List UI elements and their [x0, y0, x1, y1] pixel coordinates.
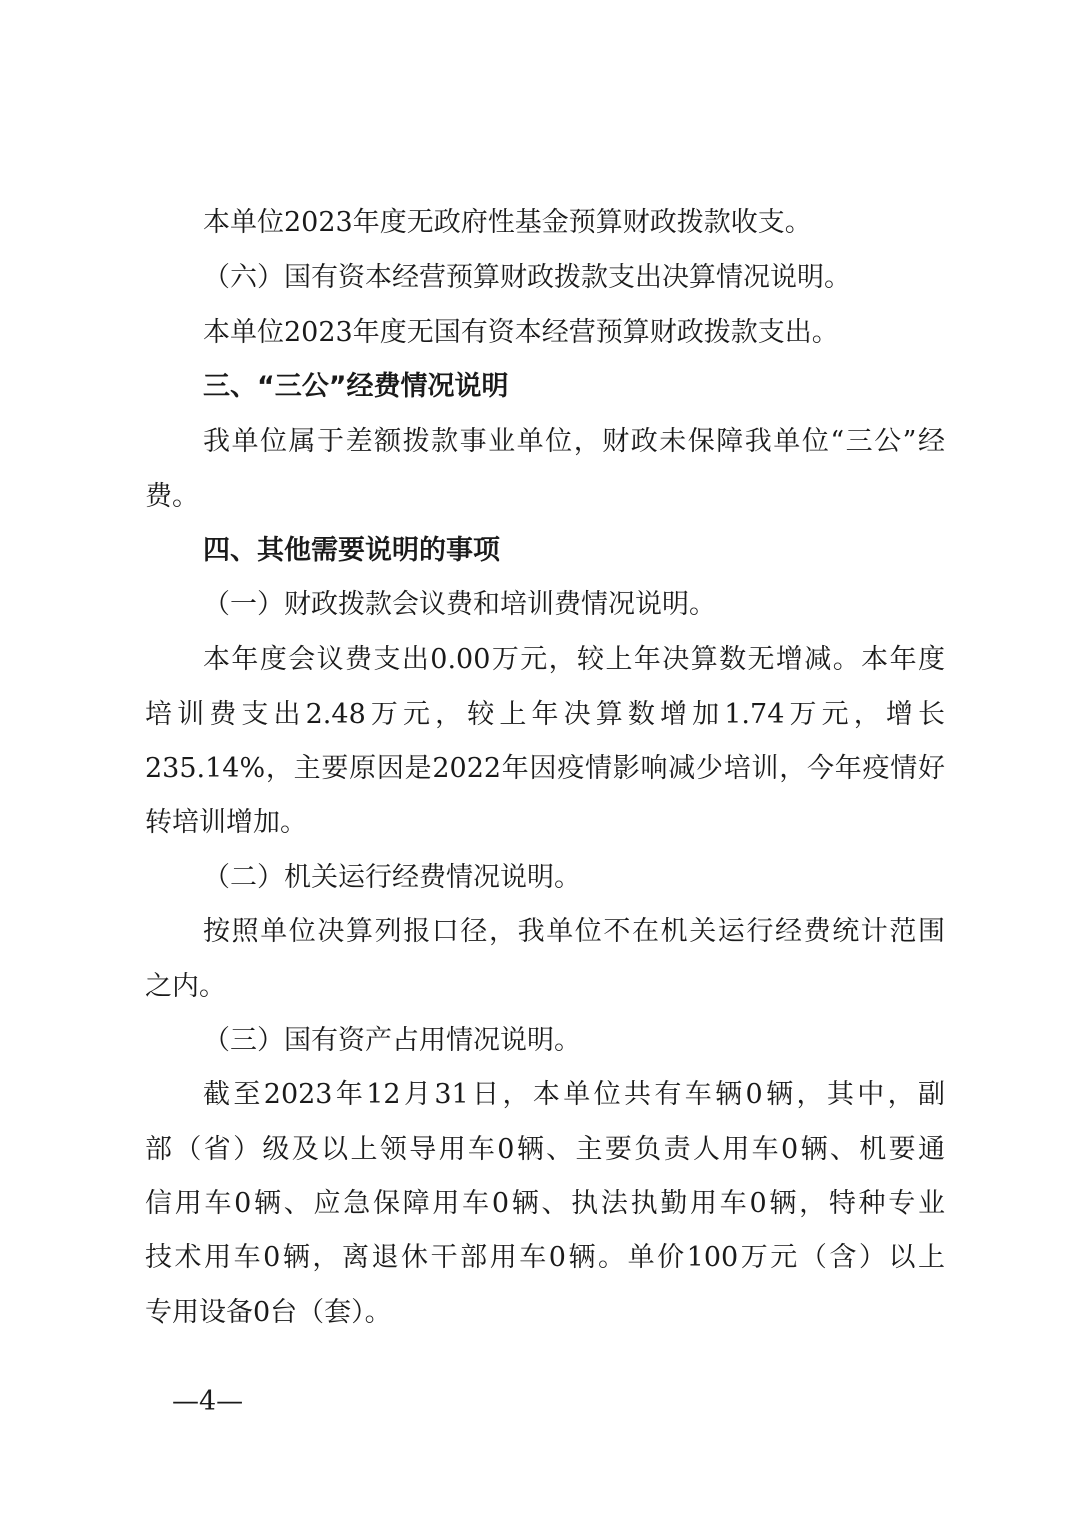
paragraph-line: 转培训增加。 — [145, 807, 307, 838]
paragraph-line: 技术用车0辆，离退休干部用车0辆。单价100万元（含）以上 — [145, 1242, 945, 1273]
paragraph-line: 本单位2023年度无政府性基金预算财政拨款收支。 — [203, 207, 812, 238]
paragraph-line: 专用设备0台（套）。 — [145, 1297, 392, 1328]
paragraph-line: 费。 — [145, 481, 199, 512]
paragraph-line: 培训费支出2.48万元，较上年决算数增加1.74万元，增长 — [145, 699, 945, 730]
subsection-heading: （六）国有资本经营预算财政拨款支出决算情况说明。 — [203, 262, 851, 293]
paragraph-line: 部（省）级及以上领导用车0辆、主要负责人用车0辆、机要通 — [145, 1134, 945, 1165]
paragraph-line: 截至2023年12月31日，本单位共有车辆0辆，其中，副 — [203, 1079, 945, 1110]
page-number: —4— — [172, 1386, 244, 1417]
subsection-heading: （二）机关运行经费情况说明。 — [203, 862, 581, 893]
subsection-heading: （三）国有资产占用情况说明。 — [203, 1025, 581, 1056]
section-heading: 三、“三公”经费情况说明 — [203, 371, 509, 402]
section-heading: 四、其他需要说明的事项 — [203, 535, 500, 566]
paragraph-line: 我单位属于差额拨款事业单位，财政未保障我单位“三公”经 — [203, 426, 945, 457]
paragraph-line: 按照单位决算列报口径，我单位不在机关运行经费统计范围 — [203, 916, 945, 947]
subsection-heading: （一）财政拨款会议费和培训费情况说明。 — [203, 589, 716, 620]
paragraph-line: 235.14%，主要原因是2022年因疫情影响减少培训，今年疫情好 — [145, 753, 945, 784]
paragraph-line: 之内。 — [145, 971, 226, 1002]
paragraph-line: 信用车0辆、应急保障用车0辆、执法执勤用车0辆，特种专业 — [145, 1188, 945, 1219]
paragraph-line: 本年度会议费支出0.00万元，较上年决算数无增减。本年度 — [203, 644, 945, 675]
paragraph-line: 本单位2023年度无国有资本经营预算财政拨款支出。 — [203, 317, 839, 348]
